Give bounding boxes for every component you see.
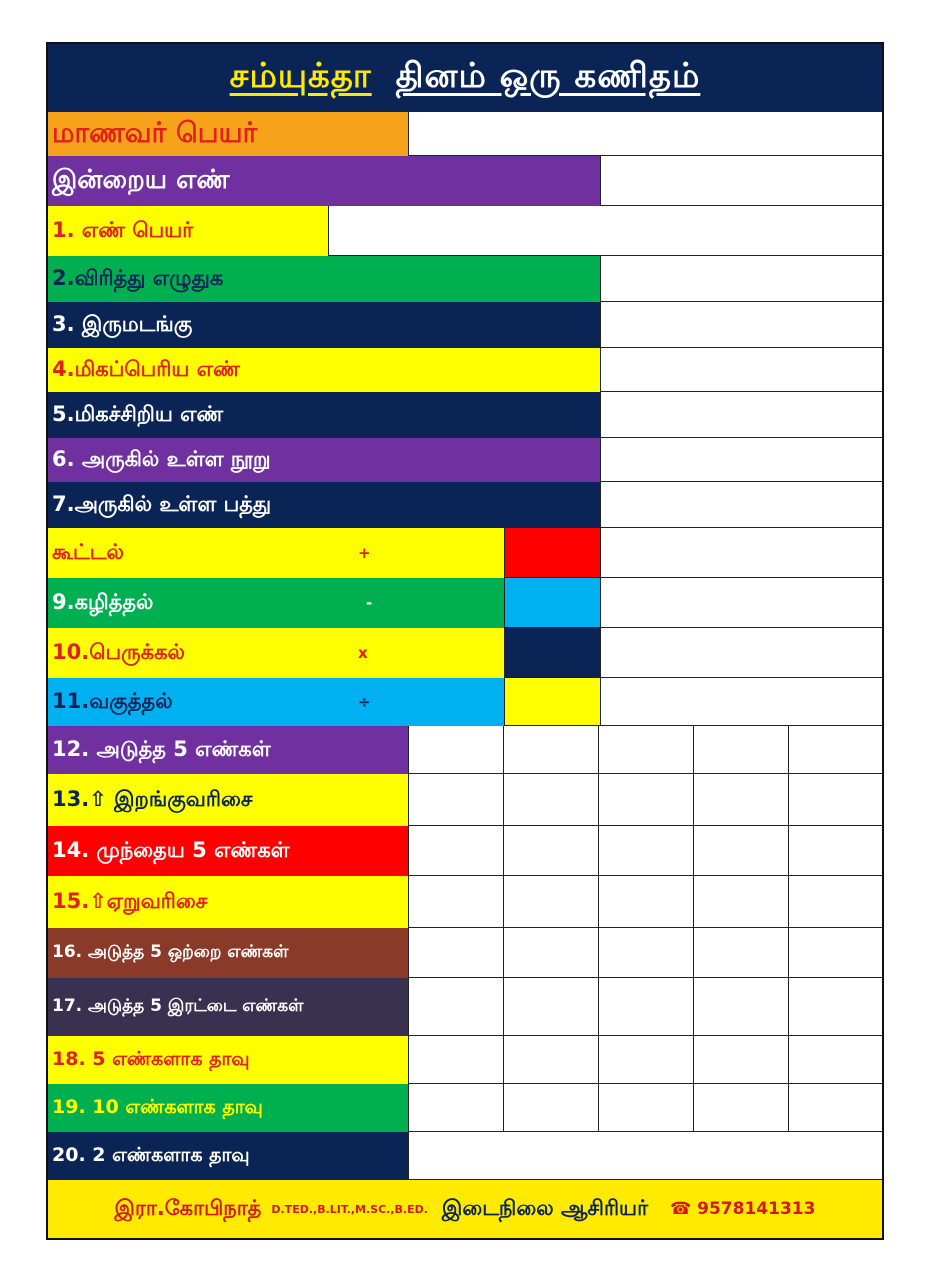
sequence-answer-cell[interactable] [408, 928, 503, 978]
op-label: 9.கழித்தல் [48, 578, 504, 628]
sequence-answer-field[interactable] [408, 1132, 882, 1180]
item-answer-field[interactable] [600, 302, 882, 348]
today-number-label: இன்றைய எண் [48, 156, 600, 206]
sequence-label: 17. அடுத்த 5 இரட்டை எண்கள் [48, 978, 408, 1036]
item-row-1 [48, 206, 882, 256]
sequence-answer-cell[interactable] [788, 978, 882, 1036]
teacher-name: இரா.கோபிநாத் [114, 1195, 262, 1220]
op-answer-field[interactable] [600, 528, 882, 578]
item-answer-field[interactable] [600, 438, 882, 482]
teacher-role: இடைநிலை ஆசிரியர் [441, 1195, 649, 1220]
item-row-5 [48, 392, 882, 438]
op-answer-field[interactable] [600, 578, 882, 628]
sequence-answer-cell[interactable] [788, 1084, 882, 1132]
sequence-label: 12. அடுத்த 5 எண்கள் [48, 726, 408, 774]
student-name-row [48, 112, 882, 156]
item-answer-field[interactable] [328, 206, 882, 256]
sequence-answer-cell[interactable] [503, 774, 598, 826]
sequence-answer-cell[interactable] [503, 726, 598, 774]
sequence-answer-cell[interactable] [503, 1084, 598, 1132]
item-row-3 [48, 302, 882, 348]
sequence-answer-cell[interactable] [788, 826, 882, 876]
sequence-answer-cell[interactable] [503, 928, 598, 978]
sequence-label: 18. 5 எண்களாக தாவு [48, 1036, 408, 1084]
sequence-label: 14. முந்தைய 5 எண்கள் [48, 826, 408, 876]
sequence-row-14 [48, 826, 882, 876]
minus-symbol: - [366, 594, 373, 612]
sequence-answer-cell[interactable] [408, 826, 503, 876]
item-label: 5.மிகச்சிறிய எண் [48, 392, 600, 438]
op-label: கூட்டல் [48, 528, 504, 578]
sequence-answer-cell[interactable] [693, 826, 788, 876]
sequence-answer-cell[interactable] [693, 978, 788, 1036]
sequence-answer-cell[interactable] [788, 1036, 882, 1084]
multiply-symbol: x [358, 644, 368, 662]
sequence-answer-cell[interactable] [693, 774, 788, 826]
sequence-row-18 [48, 1036, 882, 1084]
sequence-answer-cell[interactable] [408, 774, 503, 826]
op-color-box [504, 578, 600, 628]
item-label: 3. இருமடங்கு [48, 302, 600, 348]
item-row-2 [48, 256, 882, 302]
sequence-answer-cell[interactable] [788, 876, 882, 928]
sequence-answer-cell[interactable] [788, 726, 882, 774]
sequence-label: 15.⇧ஏறுவரிசை [48, 876, 408, 928]
sequence-answer-cell[interactable] [503, 826, 598, 876]
op-row-divide [48, 678, 882, 726]
sequence-row-20 [48, 1132, 882, 1180]
sequence-answer-cell[interactable] [503, 978, 598, 1036]
title-bar [48, 44, 882, 112]
item-label: 2.விரித்து எழுதுக [48, 256, 600, 302]
divide-symbol: ÷ [358, 693, 371, 711]
teacher-degrees: D.TED.,B.LIT.,M.SC.,B.ED. [271, 1202, 428, 1216]
sequence-row-12 [48, 726, 882, 774]
sequence-answer-cell[interactable] [598, 978, 693, 1036]
item-row-6 [48, 438, 882, 482]
student-name-field[interactable] [408, 112, 882, 156]
sequence-answer-cell[interactable] [693, 876, 788, 928]
sequence-answer-cell[interactable] [503, 1036, 598, 1084]
item-label: 4.மிகப்பெரிய எண் [48, 348, 600, 392]
op-answer-field[interactable] [600, 628, 882, 678]
sequence-answer-cell[interactable] [598, 876, 693, 928]
sequence-answer-cell[interactable] [598, 1036, 693, 1084]
sequence-answer-cell[interactable] [693, 928, 788, 978]
sequence-answer-cell[interactable] [788, 928, 882, 978]
footer-bar [48, 1180, 882, 1238]
sequence-label: 16. அடுத்த 5 ஒற்றை எண்கள் [48, 928, 408, 978]
student-name-label: மாணவர் பெயர் [48, 112, 408, 156]
sequence-answer-cell[interactable] [598, 826, 693, 876]
op-color-box [504, 678, 600, 726]
sequence-row-19 [48, 1084, 882, 1132]
sequence-answer-cell[interactable] [693, 726, 788, 774]
op-answer-field[interactable] [600, 678, 882, 726]
sequence-row-16 [48, 928, 882, 978]
item-answer-field[interactable] [600, 256, 882, 302]
item-answer-field[interactable] [600, 392, 882, 438]
item-label: 6. அருகில் உள்ள நூறு [48, 438, 600, 482]
item-row-7 [48, 482, 882, 528]
sequence-row-13 [48, 774, 882, 826]
sequence-answer-cell[interactable] [503, 876, 598, 928]
item-answer-field[interactable] [600, 482, 882, 528]
sequence-row-15 [48, 876, 882, 928]
sequence-answer-cell[interactable] [408, 978, 503, 1036]
sequence-answer-cell[interactable] [598, 928, 693, 978]
worksheet [46, 42, 884, 1240]
sequence-label: 13.⇧ இறங்குவரிசை [48, 774, 408, 826]
op-row-add [48, 528, 882, 578]
op-row-subtract [48, 578, 882, 628]
brand-title: சம்யுக்தா [229, 56, 372, 96]
sequence-answer-cell[interactable] [693, 1084, 788, 1132]
sequence-answer-cell[interactable] [598, 1084, 693, 1132]
op-color-box [504, 628, 600, 678]
sequence-answer-cell[interactable] [408, 726, 503, 774]
item-label: 1. எண் பெயர் [48, 206, 328, 256]
sequence-label: 19. 10 எண்களாக தாவு [48, 1084, 408, 1132]
sequence-row-17 [48, 978, 882, 1036]
sequence-answer-cell[interactable] [408, 1036, 503, 1084]
sequence-answer-cell[interactable] [408, 876, 503, 928]
op-label: 10.பெருக்கல் [48, 628, 504, 678]
sequence-answer-cell[interactable] [598, 726, 693, 774]
plus-symbol: + [358, 544, 371, 562]
sequence-answer-cell[interactable] [788, 774, 882, 826]
page-title: தினம் ஒரு கணிதம் [395, 56, 701, 96]
op-label: 11.வகுத்தல் [48, 678, 504, 726]
today-number-row [48, 156, 882, 206]
today-number-field[interactable] [600, 156, 882, 206]
phone-number: ☎ 9578141313 [670, 1199, 816, 1219]
sequence-answer-cell[interactable] [693, 1036, 788, 1084]
sequence-answer-cell[interactable] [408, 1084, 503, 1132]
op-color-box [504, 528, 600, 578]
sequence-answer-cell[interactable] [598, 774, 693, 826]
sequence-label: 20. 2 எண்களாக தாவு [48, 1132, 408, 1180]
op-row-multiply [48, 628, 882, 678]
item-answer-field[interactable] [600, 348, 882, 392]
item-row-4 [48, 348, 882, 392]
item-label: 7.அருகில் உள்ள பத்து [48, 482, 600, 528]
